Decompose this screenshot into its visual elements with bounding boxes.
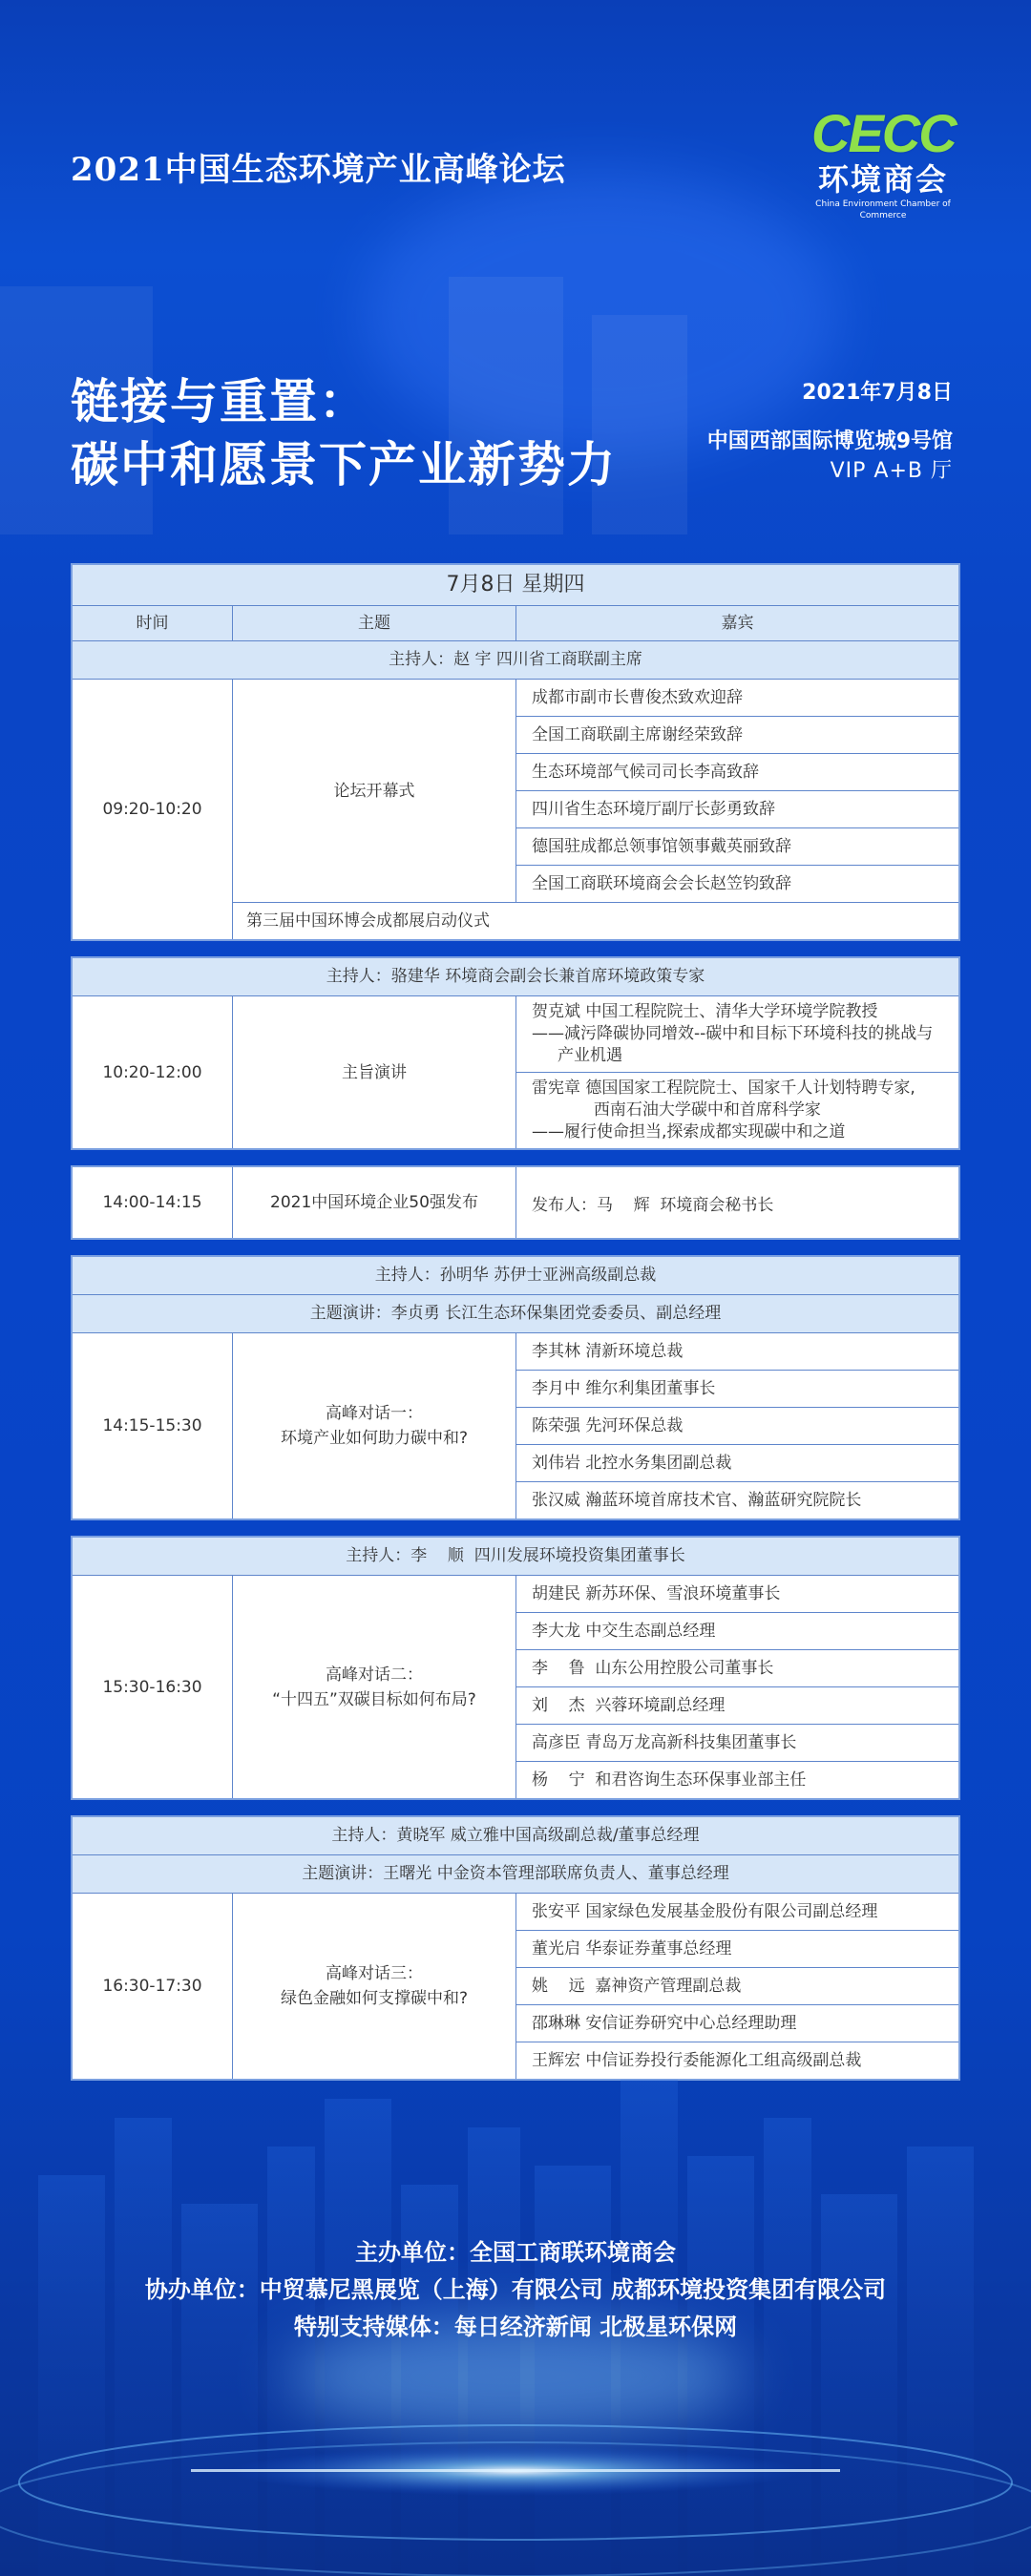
day-header: 7月8日 星期四 — [73, 565, 958, 606]
event-info — [707, 378, 953, 486]
session-row — [73, 996, 958, 1148]
organizers — [0, 2233, 1031, 2345]
topic-line: 绿色金融如何支撑碳中和? — [280, 1989, 469, 2008]
forum-title: 2021中国生态环境产业高峰论坛 — [71, 151, 566, 189]
session-time: 14:15-15:30 — [73, 1333, 233, 1518]
guest-item: 生态环境部气候司司长李高致辞 — [516, 754, 958, 791]
guest-item: 胡建民 新苏环保、雪浪环境董事长 — [516, 1576, 958, 1613]
guest-item: 姚 远 嘉神资产管理副总裁 — [516, 1968, 958, 2005]
topic-line: 高峰对话二： — [326, 1665, 423, 1685]
main-title-line1: 链接与重置： — [71, 373, 368, 429]
organizer-host: 主办单位：全国工商联环境商会 — [355, 2238, 676, 2266]
host-row: 主持人：赵 宇 四川省工商联副主席 — [73, 641, 958, 680]
logo-english-name: China Environment Chamber of Commerce — [815, 199, 951, 220]
guest-list — [516, 996, 958, 1148]
guest-item: 刘伟岩 北控水务集团副总裁 — [516, 1445, 958, 1482]
logo-mark: CECC — [811, 103, 956, 163]
topic-line: 环境产业如何助力碳中和? — [280, 1429, 469, 1448]
guest-item: 李大龙 中交生态副总经理 — [516, 1613, 958, 1650]
session-guest: 发布人：马 辉 环境商会秘书长 — [532, 1195, 774, 1215]
session-topic — [233, 1894, 516, 2079]
session-row — [73, 1167, 958, 1238]
organizer-co: 协办单位：中贸慕尼黑展览（上海）有限公司 成都环境投资集团有限公司 — [144, 2275, 887, 2303]
host-row: 主持人：李 顺 四川发展环境投资集团董事长 — [73, 1538, 958, 1576]
host-row: 主持人：孙明华 苏伊士亚洲高级副总裁 — [73, 1257, 958, 1295]
guest-list — [516, 680, 958, 902]
guest-list — [516, 1894, 958, 2079]
event-hall: VIP A+B 厅 — [830, 459, 953, 483]
guest-line: 产业机遇 — [532, 1046, 623, 1065]
guest-item: 邵琳琳 安信证券研究中心总经理助理 — [516, 2005, 958, 2042]
guest-item: 四川省生态环境厅副厅长彭勇致辞 — [516, 791, 958, 828]
speech-row: 主题演讲：王曙光 中金资本管理部联席负责人、董事总经理 — [73, 1855, 958, 1894]
guest-item: 德国驻成都总领事馆领事戴英丽致辞 — [516, 828, 958, 866]
session-time: 09:20-10:20 — [73, 680, 233, 939]
guest-line: ——减污降碳协同增效--碳中和目标下环境科技的挑战与 — [532, 1024, 934, 1043]
main-title — [71, 370, 617, 496]
column-header-topic: 主题 — [233, 606, 516, 640]
guest-item: 李月中 维尔利集团董事长 — [516, 1371, 958, 1408]
event-date: 2021年7月8日 — [802, 381, 953, 405]
guest-list — [516, 1333, 958, 1518]
session-topic: 2021中国环境企业50强发布 — [233, 1167, 516, 1238]
session-time: 16:30-17:30 — [73, 1894, 233, 2079]
session-topic: 论坛开幕式 — [233, 680, 516, 902]
organizer-media: 特别支持媒体：每日经济新闻 北极星环保网 — [293, 2313, 738, 2340]
guest-item: 杨 宁 和君咨询生态环保事业部主任 — [532, 1770, 807, 1790]
schedule-block-dialogue3 — [71, 1815, 960, 2081]
guest-item — [516, 1073, 958, 1148]
session-time: 14:00-14:15 — [73, 1167, 233, 1238]
topic-line: 高峰对话三： — [326, 1964, 423, 1983]
session-topic — [233, 1576, 516, 1798]
guest-item: 张汉威 瀚蓝环境首席技术官、瀚蓝研究院院长 — [532, 1491, 862, 1510]
session-row — [73, 1333, 958, 1518]
schedule-block-top50 — [71, 1165, 960, 1240]
session-row — [73, 1576, 958, 1798]
guest-item: 李其林 清新环境总裁 — [516, 1333, 958, 1371]
session-row — [73, 680, 958, 939]
guest-item: 董光启 华泰证券董事总经理 — [516, 1931, 958, 1968]
topic-line: “十四五”双碳目标如何布局? — [272, 1689, 476, 1709]
speech-row: 主题演讲：李贞勇 长江生态环保集团党委委员、副总经理 — [73, 1295, 958, 1333]
guest-line: ——履行使命担当,探索成都实现碳中和之道 — [532, 1122, 846, 1141]
guest-item: 全国工商联副主席谢经荣致辞 — [516, 717, 958, 754]
guest-line: 贺克斌 中国工程院院士、清华大学环境学院教授 — [532, 1002, 878, 1021]
guest-line: 西南石油大学碳中和首席科学家 — [532, 1100, 821, 1120]
logo-chinese-name: 环境商会 — [817, 161, 948, 198]
guest-item: 王辉宏 中信证券投行委能源化工组高级副总裁 — [532, 2051, 862, 2070]
host-row: 主持人：黄晓军 威立雅中国高级副总裁/董事总经理 — [73, 1817, 958, 1855]
guest-item: 高彦臣 青岛万龙高新科技集团董事长 — [516, 1725, 958, 1762]
session-time: 15:30-16:30 — [73, 1576, 233, 1798]
host-row: 主持人：骆建华 环境商会副会长兼首席环境政策专家 — [73, 958, 958, 996]
session-topic — [233, 1333, 516, 1518]
guest-list — [516, 1576, 958, 1798]
guest-item: 李 鲁 山东公用控股公司董事长 — [516, 1650, 958, 1687]
session-topic: 主旨演讲 — [233, 996, 516, 1148]
schedule-block-opening — [71, 563, 960, 941]
main-title-line2: 碳中和愿景下产业新势力 — [71, 436, 617, 492]
guest-item — [516, 996, 958, 1073]
column-headers — [73, 606, 958, 641]
session-time: 10:20-12:00 — [73, 996, 233, 1148]
guest-item: 张安平 国家绿色发展基金股份有限公司副总经理 — [516, 1894, 958, 1931]
guest-item: 全国工商联环境商会会长赵笠钧致辞 — [532, 874, 791, 893]
guest-item: 成都市副市长曹俊杰致欢迎辞 — [516, 680, 958, 717]
cecc-logo — [811, 103, 956, 221]
schedule-block-dialogue2 — [71, 1536, 960, 1800]
guest-item: 刘 杰 兴蓉环境副总经理 — [516, 1687, 958, 1725]
schedule — [71, 563, 960, 2096]
event-venue: 中国西部国际博览城9号馆 — [706, 429, 953, 453]
guest-line: 雷宪章 德国国家工程院院士、国家千人计划特聘专家, — [532, 1079, 915, 1098]
schedule-block-keynote — [71, 956, 960, 1150]
column-header-guests: 嘉宾 — [721, 614, 754, 633]
session-row — [73, 1894, 958, 2079]
topic-line: 高峰对话一： — [326, 1404, 423, 1423]
ceremony-row: 第三届中国环博会成都展启动仪式 — [233, 902, 958, 939]
column-header-time: 时间 — [73, 606, 233, 640]
schedule-block-dialogue1 — [71, 1255, 960, 1520]
guest-item: 陈荣强 先河环保总裁 — [516, 1408, 958, 1445]
